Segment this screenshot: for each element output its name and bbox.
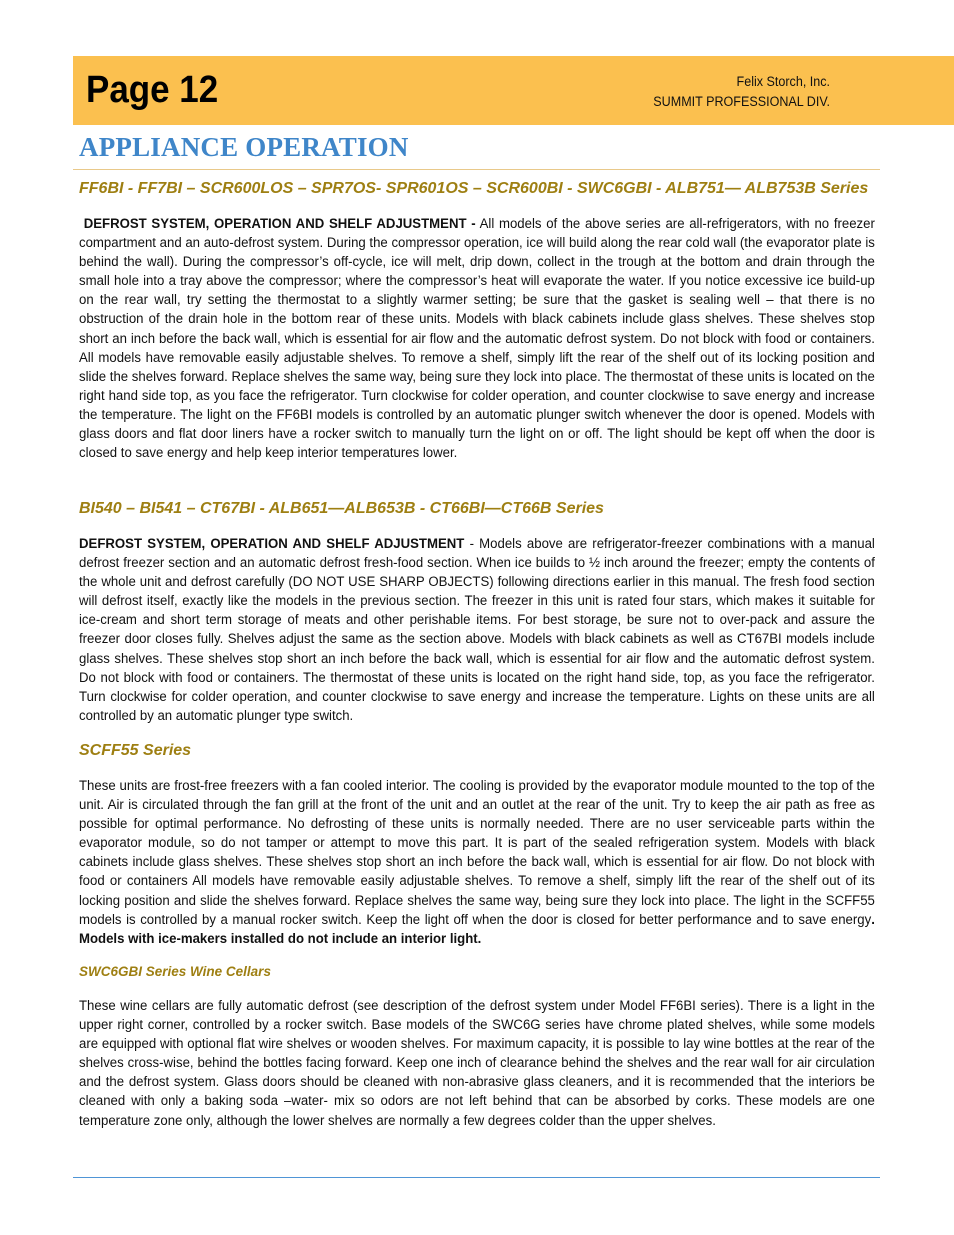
section-2-paragraph (79, 534, 875, 725)
header-divider (73, 169, 880, 170)
section-3-note: . Models with ice-makers installed do not include an interior light. (79, 911, 875, 946)
section-1 (79, 178, 868, 200)
section-3-text: These units are frost-free freezers with a fan cooled interior. The cooling is provided by the evaporator module mounted to the top of the unit. Air is circulated through the fan grill at the front of the unit and an outlet at the rear of the unit. Try to keep the air path as free as possible for optimal performance. No defrosting of these units is normally needed. There are no user serviceable parts within the evaporator module, so do not tamper or attempt to move this part. It is part of the sealed refrigeration system. Models with black cabinets include glass shelves. These shelves stop short an inch before the back wall, which is essential for air flow. Do not block with food or containers All models have removable easily adjustable shelves. To remove a shelf, simply lift the rear of the shelf out of its locking position and slide the shelves forward. Replace shelves the same way, being sure they lock into place. The light in the SCFF55 models is controlled by a manual rocker switch. Keep the light off when the door is closed for better performance and to save energy (79, 778, 875, 927)
page-number: Page 12 (86, 69, 219, 111)
section-3 (79, 740, 191, 762)
company-division: SUMMIT PROFESSIONAL DIV. (653, 94, 830, 109)
section-4-text: These wine cellars are fully automatic defrost (see description of the defrost system under Model FF6BI series). There is a light in the upper right corner, controlled by a rocker switch. Base models of the SWC6G series have chrome plated shelves, while some models are equipped with optional flat wire shelves or wooden shelves. For maximum capacity, it is possible to lay wine bottles at the rear of the shelves cross-wise, behind the bottles facing forward. Keep one inch of clearance behind the shelves and the rear wall for air circulation and the defrost system. Glass doors should be cleaned with non-abrasive glass cleaners, and it is recommended that the interiors be cleaned with only a baking soda –water- mix so odors are not left behind that can be absorbed by corks. These models are one temperature zone only, although the lower shelves are normally a few degrees colder than the upper shelves. (79, 998, 875, 1128)
section-title: APPLIANCE OPERATION (79, 132, 409, 162)
section-2-text: - Models above are refrigerator-freezer combinations with a manual defrost freezer section and an automatic defrost fresh-food section. When ice builds to ½ inch around the freezer; empty the contents of the whole unit and defrost carefully (DO NOT USE SHARP OBJECTS) following directions earlier in this manual. The fresh food section will defrost itself, exactly like the models in the previous section. The freezer in this unit is rated four stars, which makes it suitable for ice-cream and short term storage of meats and other perishable items. For best storage, be sure not to over-pack and assure the freezer door closes fully. Shelves adjust the same as the section above. Models with black cabinets as well as CT67BI models include glass shelves. These shelves stop short an inch before the back wall, which is essential for air flow and the automatic defrost system. Do not block with food or containers. The thermostat of these units is located on the right hand side, top, as you face the refrigerator. Turn clockwise for colder operation, and counter clockwise to save energy and increase the temperature. Lights on these units are all controlled by an automatic plunger type switch. (79, 536, 875, 723)
company-name: Felix Storch, Inc. (736, 74, 830, 89)
section-3-body (79, 776, 887, 948)
section-4-heading: SWC6GBI Series Wine Cellars (79, 964, 271, 979)
section-4-body (79, 996, 887, 1130)
section-3-paragraph (79, 776, 875, 948)
section-2-lead: DEFROST SYSTEM, OPERATION AND SHELF ADJUSTMENT (79, 536, 465, 551)
section-1-text: All models of the above series are all-refrigerators, with no freezer compartment and an auto-defrost system. During the compressor operation, ice will build along the rear cold wall (the evaporator plate is behind the wall). During the compressor’s off-cycle, ice will melt, drip down, collect in the trough at the bottom and drain through the small hole into a tray above the compressor; where the compressor’s heat will evaporate the water. If you notice excessive ice build-up on the rear wall, try setting the thermostat to a slightly warmer setting; be sure that the gasket is sealing well – that there is no obstruction of the drain hole in the bottom rear of these units. Models with black cabinets include glass shelves. These shelves stop short an inch before the back wall, which is essential for air flow and the automatic defrost system. Do not block with food or containers. All models have removable easily adjustable shelves. To remove a shelf, simply lift the rear of the shelf out of its locking position and slide the shelves forward. Replace shelves the same way, being sure they lock into place. The thermostat of these units is located on the right hand side top, as you face the refrigerator. Turn clockwise for colder operation, and counter clockwise to save energy and increase the temperature. The light on the FF6BI models is controlled by an automatic plunger switch whenever the door is opened. Models with glass doors and flat door liners have a rocker switch to manually turn the light on or off. The light should be kept off when the door is closed to save energy and help keep interior temperatures lower. (79, 216, 875, 461)
section-2 (79, 498, 604, 520)
section-1-lead: DEFROST SYSTEM, OPERATION AND SHELF ADJUSTMENT - (83, 216, 476, 231)
section-1-body (79, 214, 887, 462)
footer-divider (73, 1177, 880, 1178)
section-1-heading: FF6BI - FF7BI – SCR600LOS – SPR7OS- SPR601OS – SCR600BI - SWC6GBI - ALB751— ALB753B Series (79, 180, 869, 197)
section-2-body (79, 534, 887, 725)
company-info (653, 72, 830, 112)
section-4-paragraph (79, 996, 875, 1130)
page-header (73, 56, 954, 125)
section-2-heading: BI540 – BI541 – CT67BI - ALB651—ALB653B - CT66BI—CT66B Series (79, 500, 604, 517)
section-3-heading: SCFF55 Series (79, 742, 192, 759)
section-4 (79, 962, 271, 982)
section-1-paragraph (79, 214, 875, 462)
